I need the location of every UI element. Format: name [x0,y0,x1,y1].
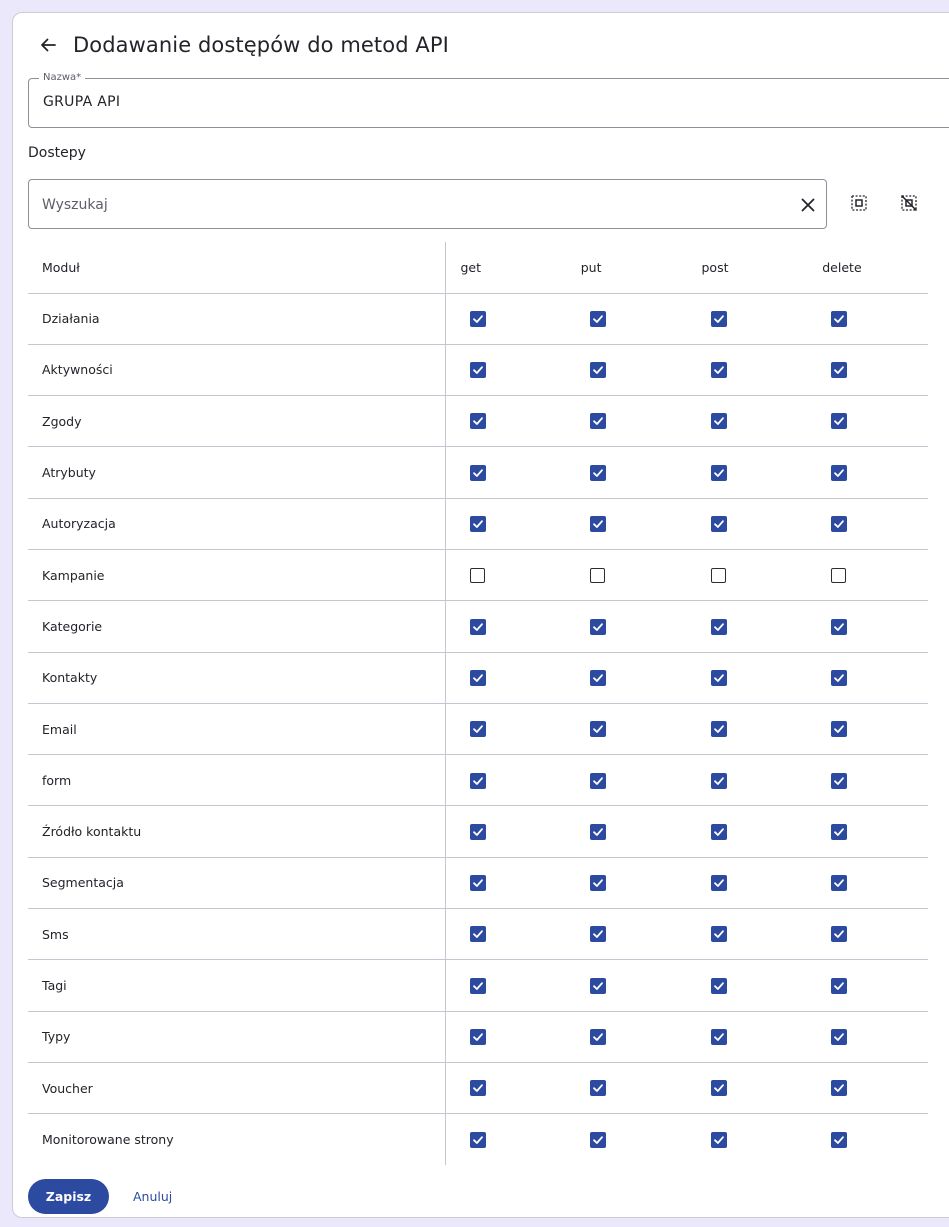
permission-cell-put [566,909,687,960]
permission-cell-delete [807,909,928,960]
column-header-delete: delete [822,259,862,275]
checkbox-post[interactable] [711,824,727,840]
permission-cell-delete [807,549,928,600]
permission-cell-put [566,806,687,857]
permission-cell-get [445,960,566,1011]
checkbox-get[interactable] [470,568,485,583]
permission-cell-delete [807,703,928,754]
checkbox-get[interactable] [470,721,486,737]
module-name: Zgody [28,396,445,447]
table-row [28,960,928,1011]
table-row [28,498,928,549]
module-name: Tagi [28,960,445,1011]
checkbox-post[interactable] [711,978,727,994]
table-header-row [28,242,928,293]
checkbox-post[interactable] [711,362,727,378]
permission-cell-delete [807,293,928,344]
permission-cell-post [687,447,808,498]
module-name: Autoryzacja [28,498,445,549]
column-header-get: get [460,259,482,275]
permission-cell-put [566,549,687,600]
checkbox-get[interactable] [470,978,486,994]
table-row [28,1062,928,1113]
page-header [37,33,449,57]
checkbox-post[interactable] [711,773,727,789]
checkbox-put[interactable] [590,824,606,840]
search-input[interactable] [42,193,762,217]
permission-cell-post [687,396,808,447]
permission-cell-delete [807,1011,928,1062]
permission-cell-get [445,857,566,908]
permission-cell-post [687,806,808,857]
checkbox-delete[interactable] [831,311,847,327]
permission-cell-delete [807,498,928,549]
module-name: Sms [28,909,445,960]
permission-cell-get [445,909,566,960]
permission-cell-delete [807,1114,928,1165]
checkbox-delete[interactable] [831,1029,847,1045]
permission-cell-get [445,293,566,344]
access-section-title: Dostepy [28,145,86,161]
arrow-left-icon[interactable] [37,34,59,56]
permission-cell-put [566,344,687,395]
checkbox-put[interactable] [590,875,606,891]
name-field[interactable] [28,72,949,128]
checkbox-delete[interactable] [831,413,847,429]
permission-cell-post [687,601,808,652]
permission-cell-get [445,396,566,447]
checkbox-get[interactable] [470,1080,486,1096]
permission-cell-delete [807,806,928,857]
checkbox-put[interactable] [590,1132,606,1148]
checkbox-delete[interactable] [831,773,847,789]
permission-cell-post [687,293,808,344]
checkbox-get[interactable] [470,773,486,789]
checkbox-delete[interactable] [831,516,847,532]
checkbox-put[interactable] [590,773,606,789]
checkbox-post[interactable] [711,619,727,635]
module-name: Segmentacja [28,857,445,908]
save-button[interactable]: Zapisz [28,1179,109,1214]
permission-cell-post [687,703,808,754]
permission-cell-post [687,1011,808,1062]
checkbox-get[interactable] [470,516,486,532]
name-field-label: Nazwa* [39,72,85,83]
checkbox-post[interactable] [711,1029,727,1045]
permission-cell-delete [807,755,928,806]
permission-cell-put [566,857,687,908]
checkbox-put[interactable] [590,413,606,429]
checkbox-post[interactable] [711,465,727,481]
permission-cell-delete [807,1062,928,1113]
table-row [28,601,928,652]
table-row [28,447,928,498]
page-title: Dodawanie dostępów do metod API [73,33,449,57]
checkbox-post[interactable] [711,1080,727,1096]
checkbox-put[interactable] [590,619,606,635]
module-name: Email [28,703,445,754]
checkbox-get[interactable] [470,1029,486,1045]
checkbox-post[interactable] [711,670,727,686]
access-table [28,242,928,1165]
module-name: Voucher [28,1062,445,1113]
checkbox-delete[interactable] [831,1080,847,1096]
checkbox-delete[interactable] [831,362,847,378]
table-row [28,396,928,447]
checkbox-put[interactable] [590,670,606,686]
module-name: Kampanie [28,549,445,600]
permission-cell-put [566,755,687,806]
permission-cell-get [445,1011,566,1062]
checkbox-post[interactable] [711,1132,727,1148]
permission-cell-post [687,960,808,1011]
checkbox-put[interactable] [590,465,606,481]
permission-cell-put [566,652,687,703]
checkbox-delete[interactable] [831,875,847,891]
table-row [28,703,928,754]
permission-cell-post [687,1114,808,1165]
permission-cell-get [445,447,566,498]
permission-cell-post [687,344,808,395]
permission-cell-post [687,1062,808,1113]
checkbox-post[interactable] [711,721,727,737]
permission-cell-get [445,806,566,857]
module-name: Kategorie [28,601,445,652]
checkbox-post[interactable] [711,875,727,891]
permission-cell-put [566,447,687,498]
checkbox-delete[interactable] [831,1132,847,1148]
checkbox-put[interactable] [590,721,606,737]
checkbox-put[interactable] [590,1029,606,1045]
permission-cell-get [445,703,566,754]
checkbox-put[interactable] [590,926,606,942]
permission-cell-post [687,909,808,960]
checkbox-delete[interactable] [831,670,847,686]
permission-cell-put [566,396,687,447]
checkbox-delete[interactable] [831,824,847,840]
permission-cell-put [566,1011,687,1062]
table-row [28,344,928,395]
checkbox-get[interactable] [470,875,486,891]
module-name: Monitorowane strony [28,1114,445,1165]
checkbox-get[interactable] [470,926,486,942]
checkbox-put[interactable] [590,978,606,994]
checkbox-get[interactable] [470,670,486,686]
checkbox-post[interactable] [711,926,727,942]
permission-cell-get [445,1114,566,1165]
permission-cell-put [566,960,687,1011]
checkbox-get[interactable] [470,1132,486,1148]
checkbox-put[interactable] [590,568,605,583]
checkbox-post[interactable] [711,413,727,429]
module-name: Aktywności [28,344,445,395]
permission-cell-delete [807,601,928,652]
permission-cell-get [445,1062,566,1113]
module-name: Kontakty [28,652,445,703]
checkbox-delete[interactable] [831,978,847,994]
permission-cell-delete [807,396,928,447]
permission-cell-delete [807,344,928,395]
checkbox-get[interactable] [470,465,486,481]
checkbox-delete[interactable] [831,619,847,635]
column-header-post: post [701,259,729,275]
permission-cell-post [687,857,808,908]
permission-cell-post [687,755,808,806]
checkbox-delete[interactable] [831,568,846,583]
permission-cell-get [445,549,566,600]
checkbox-delete[interactable] [831,721,847,737]
checkbox-put[interactable] [590,516,606,532]
module-name: Źródło kontaktu [28,806,445,857]
permission-cell-put [566,703,687,754]
module-name: form [28,755,445,806]
checkbox-put[interactable] [590,1080,606,1096]
permission-cell-post [687,549,808,600]
permission-cell-put [566,601,687,652]
checkbox-delete[interactable] [831,465,847,481]
checkbox-delete[interactable] [831,926,847,942]
column-header-module: Moduł [28,242,445,293]
checkbox-get[interactable] [470,362,486,378]
permission-cell-put [566,293,687,344]
checkbox-put[interactable] [590,362,606,378]
checkbox-post[interactable] [711,311,727,327]
table-row [28,549,928,600]
module-name: Atrybuty [28,447,445,498]
permission-cell-put [566,1114,687,1165]
checkbox-get[interactable] [470,824,486,840]
table-row [28,652,928,703]
form-footer [28,1179,172,1214]
permission-cell-get [445,652,566,703]
checkbox-put[interactable] [590,311,606,327]
permission-cell-delete [807,857,928,908]
checkbox-get[interactable] [470,311,486,327]
permission-cell-put [566,498,687,549]
module-name: Działania [28,293,445,344]
column-header-put: put [580,259,602,275]
deselect-all-icon[interactable] [898,192,920,214]
table-row [28,755,928,806]
search-field[interactable] [28,179,827,229]
permission-cell-delete [807,960,928,1011]
permission-cell-delete [807,652,928,703]
checkbox-get[interactable] [470,619,486,635]
table-row [28,1114,928,1165]
module-name: Typy [28,1011,445,1062]
checkbox-post[interactable] [711,568,726,583]
table-row [28,806,928,857]
name-field-value[interactable]: GRUPA API [43,94,121,110]
cancel-button[interactable]: Anuluj [133,1189,173,1204]
table-row [28,909,928,960]
permission-cell-get [445,601,566,652]
checkbox-post[interactable] [711,516,727,532]
permission-cell-get [445,498,566,549]
table-row [28,857,928,908]
table-row [28,293,928,344]
checkbox-get[interactable] [470,413,486,429]
form-card [12,12,949,1218]
table-row [28,1011,928,1062]
permission-cell-get [445,344,566,395]
permission-cell-get [445,755,566,806]
close-icon[interactable] [798,195,818,215]
permission-cell-post [687,498,808,549]
permission-cell-post [687,652,808,703]
permission-cell-put [566,1062,687,1113]
select-all-icon[interactable] [848,192,870,214]
permission-cell-delete [807,447,928,498]
